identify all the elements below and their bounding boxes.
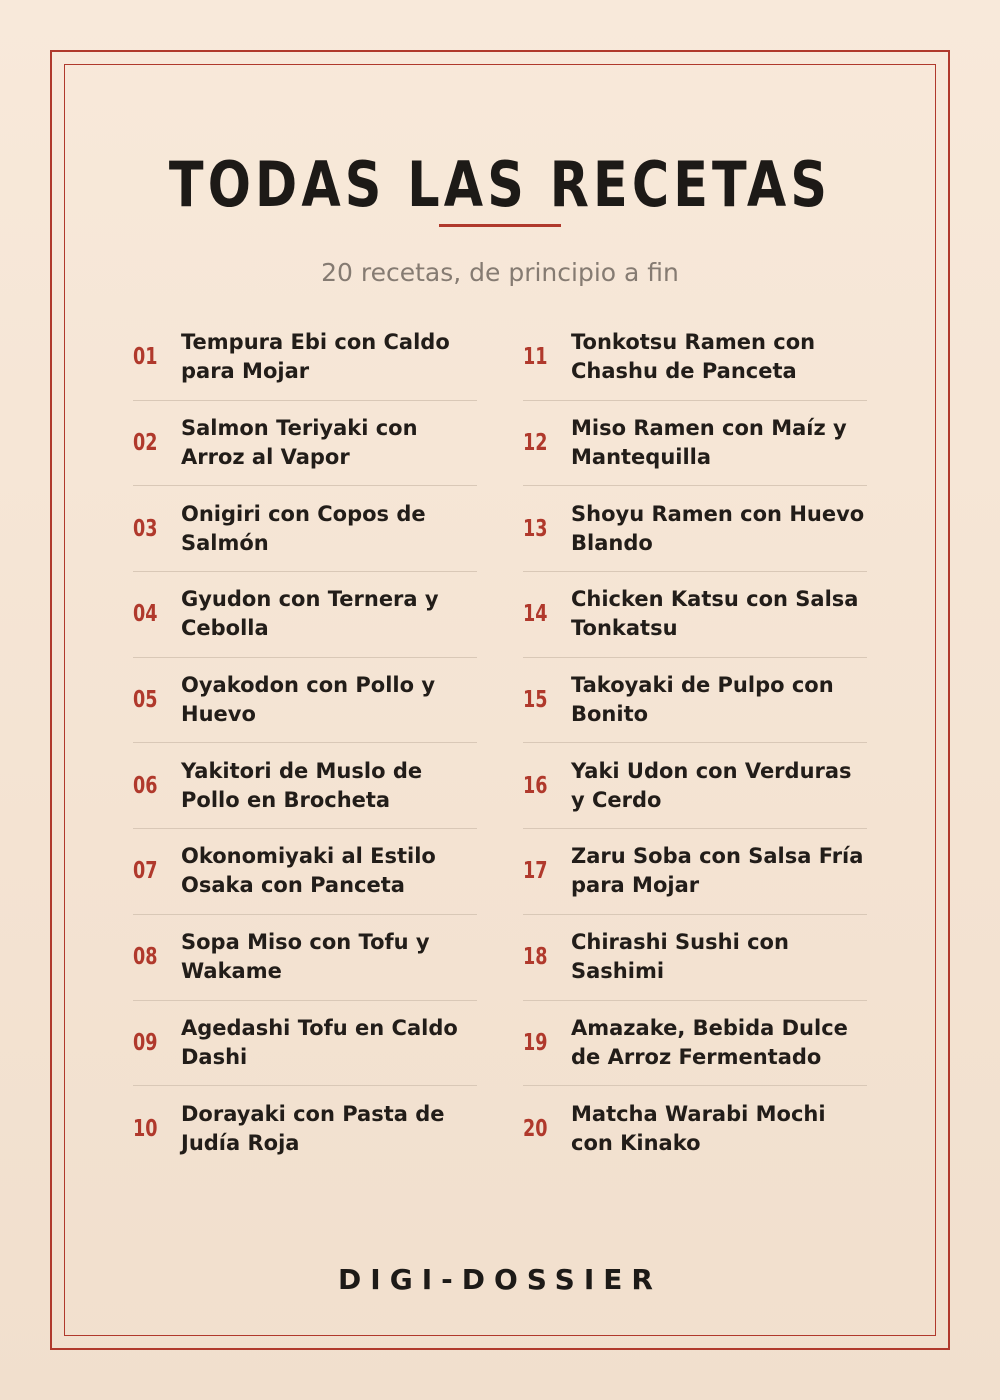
recipe-item [523,314,867,400]
recipe-item [523,742,867,828]
recipe-item [523,1085,867,1171]
recipe-name: Oyakodon con Pollo y Huevo [181,673,436,727]
recipe-item [523,828,867,914]
recipe-number: 09 [133,1029,158,1056]
recipe-number: 02 [133,430,158,457]
recipe-number: 15 [523,687,548,714]
title-underline [439,224,561,227]
recipe-name: Tonkotsu Ramen con Chashu de Panceta [571,329,816,383]
recipe-list-right [523,314,867,1171]
recipe-name: Yakitori de Muslo de Pollo en Brocheta [181,758,423,812]
recipe-item [133,571,477,657]
recipe-number: 04 [133,601,158,628]
recipe-number: 01 [133,343,158,370]
recipe-name: Miso Ramen con Maíz y Mantequilla [571,416,847,470]
recipe-name: Chicken Katsu con Salsa Tonkatsu [571,587,859,641]
recipe-name: Shoyu Ramen con Huevo Blando [571,501,865,555]
page-subtitle: 20 recetas, de principio a fin [321,258,679,287]
recipe-number: 12 [523,430,548,457]
recipe-name: Yaki Udon con Verduras y Cerdo [571,758,852,812]
recipe-number: 06 [133,772,158,799]
recipe-item [523,485,867,571]
recipe-number: 19 [523,1029,548,1056]
recipe-item [523,400,867,486]
recipe-number: 05 [133,687,158,714]
recipe-number: 08 [133,944,158,971]
recipe-name: Zaru Soba con Salsa Fría para Mojar [571,844,864,898]
recipe-item [523,914,867,1000]
recipe-item [523,657,867,743]
recipe-item [133,314,477,400]
recipe-number: 16 [523,772,548,799]
recipe-name: Sopa Miso con Tofu y Wakame [181,930,430,984]
brand-wordmark: DIGI-DOSSIER [338,1263,662,1296]
recipe-name: Okonomiyaki al Estilo Osaka con Panceta [181,844,436,898]
recipe-item [523,571,867,657]
recipe-name: Tempura Ebi con Caldo para Mojar [181,329,450,383]
recipe-number: 14 [523,601,548,628]
recipe-name: Chirashi Sushi con Sashimi [571,930,789,984]
recipe-name: Onigiri con Copos de Salmón [181,501,426,555]
recipe-number: 10 [133,1115,158,1142]
recipe-item [133,914,477,1000]
recipe-item [133,742,477,828]
recipe-item [133,1000,477,1086]
recipe-name: Agedashi Tofu en Caldo Dashi [181,1015,458,1069]
recipe-name: Amazake, Bebida Dulce de Arroz Fermentado [571,1015,848,1069]
recipe-number: 20 [523,1115,548,1142]
recipe-name: Matcha Warabi Mochi con Kinako [571,1101,826,1155]
recipe-item [133,400,477,486]
recipe-item [133,657,477,743]
recipe-number: 13 [523,515,548,542]
recipe-number: 07 [133,858,158,885]
recipe-item [523,1000,867,1086]
recipe-name: Salmon Teriyaki con Arroz al Vapor [181,416,418,470]
recipe-number: 11 [523,343,548,370]
recipe-name: Takoyaki de Pulpo con Bonito [571,673,834,727]
recipe-name: Dorayaki con Pasta de Judía Roja [181,1101,445,1155]
recipe-item [133,828,477,914]
page-title: TODAS LAS RECETAS [168,148,832,221]
recipe-name: Gyudon con Ternera y Cebolla [181,587,439,641]
recipe-list-left [133,314,477,1171]
recipe-number: 18 [523,944,548,971]
recipe-item [133,1085,477,1171]
recipe-item [133,485,477,571]
recipe-number: 03 [133,515,158,542]
recipe-number: 17 [523,858,548,885]
